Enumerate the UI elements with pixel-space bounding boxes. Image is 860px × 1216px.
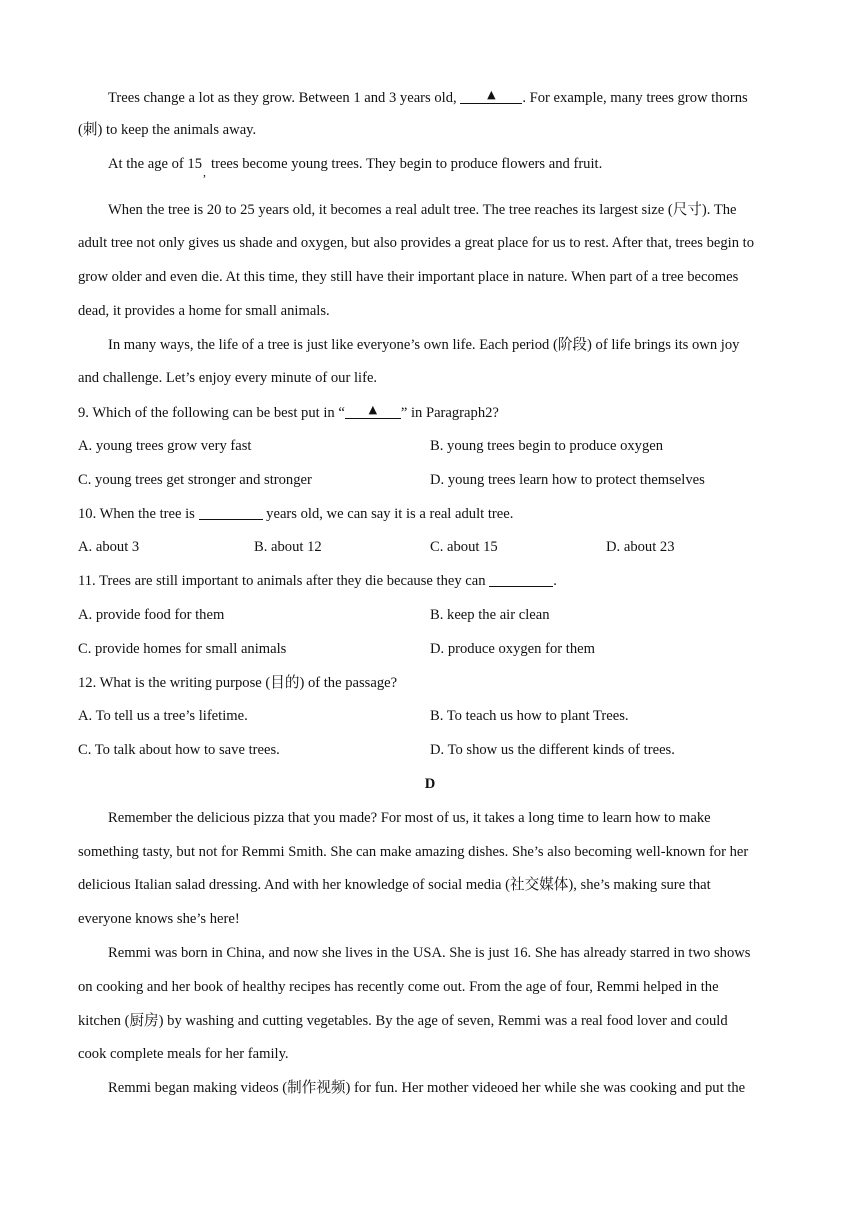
passage-c-paragraph-5-line-1: In many ways, the life of a tree is just like everyone’s own life. Each period (阶段) of life brings its own joy	[108, 337, 740, 353]
question-11-stem	[78, 571, 557, 591]
question-9-option-d[interactable]: D. young trees learn how to protect themselves	[430, 472, 705, 488]
question-12-stem: 12. What is the writing purpose (目的) of the passage?	[78, 675, 398, 691]
question-11-option-b[interactable]: B. keep the air clean	[430, 607, 550, 623]
passage-d-paragraph-2-line-1: Remmi was born in China, and now she lives in the USA. She is just 16. She has already starred in two shows	[108, 945, 751, 961]
answer-blank	[489, 572, 553, 587]
paragraph-comma: ,	[203, 165, 207, 179]
passage-d-paragraph-2-line-3: kitchen (厨房) by washing and cutting vegetables. By the age of seven, Remmi was a real food lover and could	[78, 1013, 728, 1029]
passage-d-paragraph-2-line-2: on cooking and her book of healthy recipes has recently come out. From the age of four, Remmi helped in the	[78, 979, 719, 995]
passage-d-paragraph-1-line-3: delicious Italian salad dressing. And with her knowledge of social media (社交媒体), she’s making sure that	[78, 877, 711, 893]
paragraph-text: . For example, many trees grow thorns	[522, 90, 748, 106]
passage-c-paragraph-5-line-2: and challenge. Let’s enjoy every minute of our life.	[78, 370, 378, 386]
question-12-option-a[interactable]: A. To tell us a tree’s lifetime.	[78, 708, 248, 724]
passage-d-paragraph-2-line-4: cook complete meals for her family.	[78, 1046, 289, 1062]
passage-c-paragraph-3	[108, 154, 603, 179]
question-text: 10. When the tree is	[78, 506, 195, 522]
question-text: years old, we can say it is a real adult tree.	[266, 506, 514, 522]
passage-d-paragraph-3-line-1: Remmi began making videos (制作视频) for fun. Her mother videoed her while she was cooking and put the	[108, 1080, 746, 1096]
question-10-option-c[interactable]: C. about 15	[430, 539, 498, 555]
question-12-option-b[interactable]: B. To teach us how to plant Trees.	[430, 708, 629, 724]
question-11-option-d[interactable]: D. produce oxygen for them	[430, 641, 595, 657]
question-text: 9. Which of the following can be best put in “	[78, 405, 345, 421]
passage-c-paragraph-4-line-4: dead, it provides a home for small animals.	[78, 303, 330, 319]
question-text: ” in Paragraph2?	[400, 405, 499, 421]
passage-c-paragraph-4-line-2: adult tree not only gives us shade and oxygen, but also provides a great place for us to rest. After that, trees begin to	[78, 235, 754, 251]
passage-d-paragraph-1-line-4: everyone knows she’s here!	[78, 911, 240, 927]
question-11-option-a[interactable]: A. provide food for them	[78, 607, 225, 623]
question-12-option-c[interactable]: C. To talk about how to save trees.	[78, 742, 280, 758]
passage-c-paragraph-4-line-1: When the tree is 20 to 25 years old, it becomes a real adult tree. The tree reaches its largest size (尺寸). The	[108, 202, 737, 218]
question-10-stem	[78, 504, 513, 524]
passage-d-paragraph-1-line-2: something tasty, but not for Remmi Smith. She can make amazing dishes. She’s also becoming well-known for her	[78, 844, 749, 860]
passage-c-paragraph-2-line-2: (刺) to keep the animals away.	[78, 122, 257, 138]
paragraph-text: At the age of 15	[108, 156, 203, 172]
question-9-stem	[78, 402, 499, 423]
passage-c-paragraph-4-line-3: grow older and even die. At this time, they still have their important place in nature. When part of a tree becomes	[78, 269, 739, 285]
passage-c-paragraph-2	[108, 87, 748, 108]
passage-d-heading: D	[424, 776, 436, 792]
question-11-option-c[interactable]: C. provide homes for small animals	[78, 641, 287, 657]
answer-blank-triangle	[345, 402, 401, 419]
question-10-option-b[interactable]: B. about 12	[254, 539, 322, 555]
question-12-option-d[interactable]: D. To show us the different kinds of trees.	[430, 742, 675, 758]
question-9-option-a[interactable]: A. young trees grow very fast	[78, 438, 252, 454]
paragraph-text: trees become young trees. They begin to produce flowers and fruit.	[211, 156, 603, 172]
paragraph-text: Trees change a lot as they grow. Between 1 and 3 years old,	[108, 90, 457, 106]
question-9-option-b[interactable]: B. young trees begin to produce oxygen	[430, 438, 664, 454]
question-10-option-a[interactable]: A. about 3	[78, 539, 140, 555]
question-9-option-c[interactable]: C. young trees get stronger and stronger	[78, 472, 312, 488]
answer-blank-triangle	[460, 87, 522, 104]
passage-d-paragraph-1-line-1: Remember the delicious pizza that you made? For most of us, it takes a long time to learn how to make	[108, 810, 711, 826]
question-text: .	[553, 573, 557, 589]
question-10-option-d[interactable]: D. about 23	[606, 539, 675, 555]
question-text: 11. Trees are still important to animals after they die because they can	[78, 573, 486, 589]
answer-blank	[199, 505, 263, 520]
